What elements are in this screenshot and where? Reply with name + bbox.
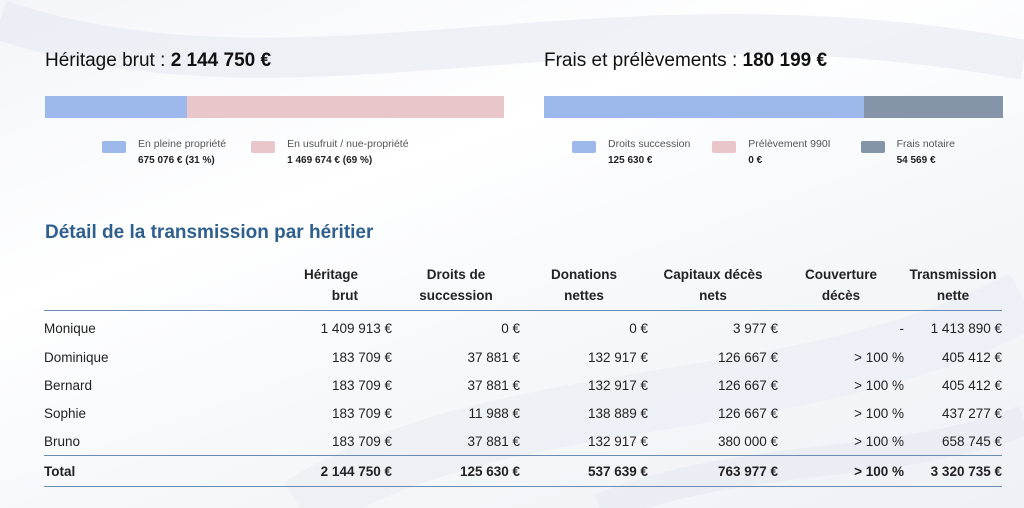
header-name — [44, 264, 234, 311]
column-header — [392, 264, 520, 311]
legend-value: 125 630 € — [608, 155, 653, 166]
column-header-line1: Donations — [551, 267, 617, 282]
cell-value: 1 409 913 € — [320, 320, 392, 336]
bar-segment — [187, 96, 504, 118]
fees-title — [544, 50, 1004, 72]
legend-label: Frais notaire — [896, 138, 955, 150]
table-row — [44, 311, 1002, 344]
inheritance-bar — [45, 96, 504, 118]
cell-value: 126 667 € — [717, 405, 778, 421]
legend-item — [251, 138, 408, 166]
cell-value: 37 881 € — [467, 433, 520, 449]
column-header-line2: décès — [821, 288, 861, 303]
fees-panel — [544, 50, 1004, 166]
column-header-line1: Droits de — [426, 267, 486, 282]
legend-swatch — [572, 141, 596, 153]
total-value: 763 977 € — [717, 463, 778, 479]
legend-value: 54 569 € — [896, 155, 936, 166]
table-row — [44, 343, 1002, 371]
legend-item — [861, 138, 955, 166]
inheritance-title — [45, 50, 505, 72]
cell-value: 405 412 € — [941, 349, 1002, 365]
cell-value: 126 667 € — [717, 377, 778, 393]
heir-name: Monique — [44, 320, 96, 336]
table-row — [44, 399, 1002, 427]
cell-value: > 100 % — [854, 433, 904, 449]
cell-value: 126 667 € — [717, 349, 778, 365]
legend-label: Prélèvement 990I — [748, 138, 831, 150]
legend-item — [102, 138, 226, 166]
heirs-table — [44, 264, 1002, 487]
cell-value: 132 917 € — [587, 377, 648, 393]
heir-name: Sophie — [44, 405, 87, 421]
cell-value: 1 413 890 € — [930, 320, 1002, 336]
inheritance-total: 2 144 750 € — [170, 50, 272, 71]
column-header — [648, 264, 778, 311]
cell-value: 183 709 € — [331, 433, 392, 449]
column-header-line2: succession — [419, 288, 493, 303]
legend-value: 675 076 € (31 %) — [138, 155, 215, 166]
legend-item — [712, 138, 830, 166]
heir-name: Bruno — [44, 433, 81, 449]
table-row — [44, 427, 1002, 456]
legend-label: En pleine propriété — [138, 138, 227, 150]
cell-value: > 100 % — [854, 349, 904, 365]
cell-value: 437 277 € — [941, 405, 1002, 421]
cell-value: 405 412 € — [941, 377, 1002, 393]
inheritance-title-label: Héritage brut : — [45, 50, 166, 71]
column-header — [904, 264, 1002, 311]
cell-value: - — [899, 320, 904, 336]
cell-value: 138 889 € — [587, 405, 648, 421]
legend-swatch — [102, 141, 126, 153]
legend-swatch — [712, 141, 736, 153]
fees-total: 180 199 € — [742, 50, 828, 71]
total-value: 2 144 750 € — [320, 463, 392, 479]
column-header-line1: Couverture — [804, 267, 877, 282]
table-row — [44, 371, 1002, 399]
cell-value: 183 709 € — [331, 377, 392, 393]
cell-value: 0 € — [629, 320, 648, 336]
cell-value: 11 988 € — [468, 405, 520, 421]
column-header — [778, 264, 904, 311]
cell-value: 658 745 € — [941, 433, 1002, 449]
inheritance-panel — [45, 50, 505, 166]
cell-value: 183 709 € — [331, 405, 392, 421]
legend-item — [572, 138, 690, 166]
heir-name: Dominique — [44, 349, 109, 365]
cell-value: 380 000 € — [717, 433, 778, 449]
table-header-row — [44, 264, 1002, 311]
cell-value: 132 917 € — [587, 433, 648, 449]
column-header-line2: brut — [331, 288, 358, 303]
column-header — [520, 264, 648, 311]
legend-swatch — [861, 141, 885, 153]
cell-value: 3 977 € — [732, 320, 778, 336]
fees-legend — [572, 138, 955, 166]
total-label: Total — [44, 463, 76, 479]
legend-label: Droits succession — [608, 138, 691, 150]
column-header-line1: Héritage — [303, 267, 358, 282]
legend-swatch — [251, 141, 275, 153]
column-header-line2: nette — [936, 288, 970, 303]
total-value: > 100 % — [854, 463, 904, 479]
fees-bar — [544, 96, 1003, 118]
cell-value: 37 881 € — [467, 349, 520, 365]
total-value: 537 639 € — [587, 463, 648, 479]
column-header-line2: nettes — [564, 288, 604, 303]
cell-value: 132 917 € — [587, 349, 648, 365]
bar-segment — [864, 96, 1003, 118]
inheritance-legend — [102, 138, 409, 166]
column-header — [234, 264, 392, 311]
table-total-row — [44, 456, 1002, 487]
section-title: Détail de la transmission par héritier — [45, 222, 374, 243]
cell-value: 37 881 € — [467, 377, 520, 393]
legend-value: 0 € — [748, 155, 763, 166]
column-header-line1: Transmission — [909, 267, 997, 282]
fees-title-label: Frais et prélèvements : — [544, 50, 738, 71]
cell-value: 183 709 € — [331, 349, 392, 365]
legend-label: En usufruit / nue-propriété — [287, 138, 409, 150]
bar-segment — [544, 96, 864, 118]
column-header-line1: Capitaux décès — [663, 267, 763, 282]
cell-value: 0 € — [501, 320, 520, 336]
cell-value: > 100 % — [854, 405, 904, 421]
bar-segment — [45, 96, 187, 118]
total-value: 125 630 € — [459, 463, 520, 479]
cell-value: > 100 % — [854, 377, 904, 393]
heir-name: Bernard — [44, 377, 93, 393]
legend-value: 1 469 674 € (69 %) — [287, 155, 373, 166]
total-value: 3 320 735 € — [930, 463, 1002, 479]
column-header-line2: nets — [699, 288, 727, 303]
